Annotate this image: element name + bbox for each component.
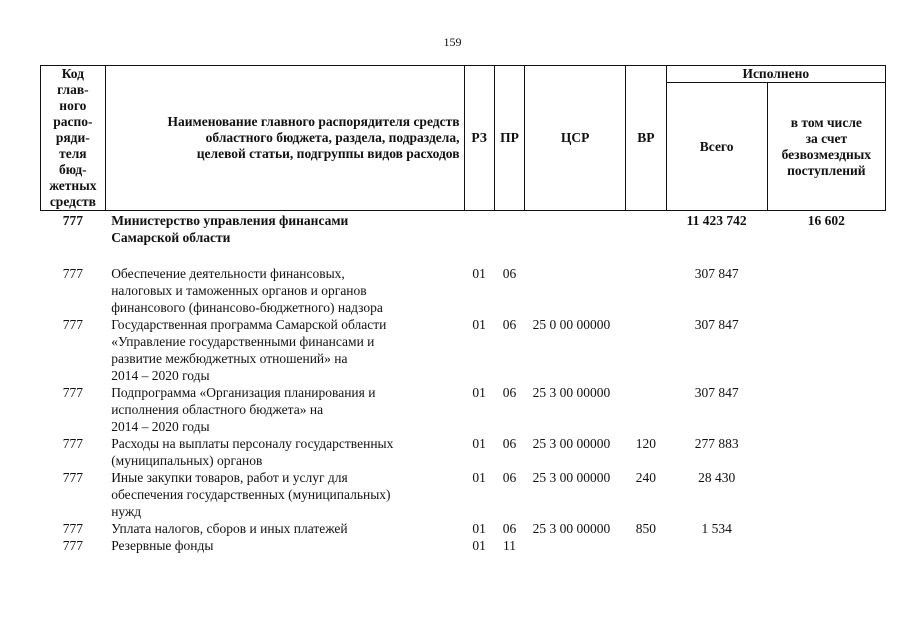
row-code: 777 [62,436,83,451]
row-vr: 120 [635,436,657,451]
row-name: Обеспечение деятельности финансовых, налоговых и таможенных органов и органов финансового (финансово-бюджетного) надзора [111,266,383,315]
row-rz: 01 [472,317,486,332]
row-pr: 06 [502,470,517,485]
row-free [767,520,885,537]
header-rz: РЗ [464,66,494,211]
row-pr: 06 [502,385,517,400]
table-header [41,66,886,211]
row-vr [626,265,666,316]
row-total: 307 847 [694,266,739,281]
row-free [767,384,885,435]
row-total: 307 847 [694,385,739,400]
ministry-row [41,211,886,247]
ministry-total: 11 423 742 [686,213,747,228]
row-name: Расходы на выплаты персоналу государственных (муниципальных) органов [111,436,394,468]
row-code: 777 [62,538,83,553]
header-vr: ВР [626,66,666,211]
ministry-free: 16 602 [807,213,845,228]
row-code: 777 [62,266,83,281]
header-code: Код глав- ного распо- ряди- теля бюд- жетных средств [41,66,106,211]
row-rz: 01 [472,538,486,553]
row-vr [626,316,666,384]
row-rz: 01 [472,470,486,485]
header-csr: ЦСР [525,66,626,211]
row-name: Государственная программа Самарской области «Управление государственными финансами и развитие межбюджетных отношений» на 2014 – 2020 годы [111,317,387,383]
row-total: 277 883 [694,436,739,451]
ministry-code: 777 [62,213,83,228]
row-free [767,435,885,469]
row-free [767,537,885,554]
row-name: Иные закупки товаров, работ и услуг для обеспечения государственных (муниципальных) нужд [111,470,391,519]
row-vr [626,384,666,435]
row-rz: 01 [472,385,486,400]
row-csr: 25 3 00 00000 [532,436,611,451]
row-code: 777 [62,470,83,485]
row-rz: 01 [472,436,486,451]
ministry-name: Министерство управления финансами Самарской области [111,213,349,245]
row-pr: 06 [502,436,517,451]
row-name: Подпрограмма «Организация планирования и исполнения областного бюджета» на 2014 – 2020 годы [111,385,376,434]
table-row [41,435,886,469]
row-csr: 25 0 00 00000 [532,317,611,332]
row-vr [626,537,666,554]
row-total: 307 847 [694,317,739,332]
row-pr: 06 [502,521,517,536]
row-csr: 25 3 00 00000 [532,521,611,536]
header-name: Наименование главного распорядителя средств областного бюджета, раздела, подраздела, целевой статьи, подгруппы видов расходов [105,66,464,211]
page-number: 159 [443,35,462,49]
table-body [41,211,886,555]
row-vr: 240 [635,470,657,485]
row-name: Резервные фонды [111,538,214,553]
row-pr: 06 [502,317,517,332]
row-vr: 850 [635,521,657,536]
table-row [41,384,886,435]
row-pr: 06 [502,266,517,281]
header-free: в том числе за счет безвозмездных поступлений [767,83,885,211]
row-csr [525,265,626,316]
row-total: 1 534 [701,521,732,536]
table-row [41,469,886,520]
row-total [666,537,767,554]
table-row [41,520,886,537]
row-csr: 25 3 00 00000 [532,385,611,400]
row-csr: 25 3 00 00000 [532,470,611,485]
row-pr: 11 [502,538,516,553]
table-row [41,316,886,384]
row-free [767,316,885,384]
row-name: Уплата налогов, сборов и иных платежей [111,521,348,536]
header-executed: Исполнено [666,66,885,83]
row-code: 777 [62,317,83,332]
row-csr [525,537,626,554]
header-total: Всего [666,83,767,211]
row-code: 777 [62,385,83,400]
row-total: 28 430 [698,470,736,485]
budget-table [40,65,886,554]
row-code: 777 [62,521,83,536]
row-free [767,469,885,520]
row-rz: 01 [472,521,486,536]
row-rz: 01 [472,266,486,281]
header-pr: ПР [494,66,524,211]
table-row [41,265,886,316]
row-free [767,265,885,316]
table-row [41,537,886,554]
